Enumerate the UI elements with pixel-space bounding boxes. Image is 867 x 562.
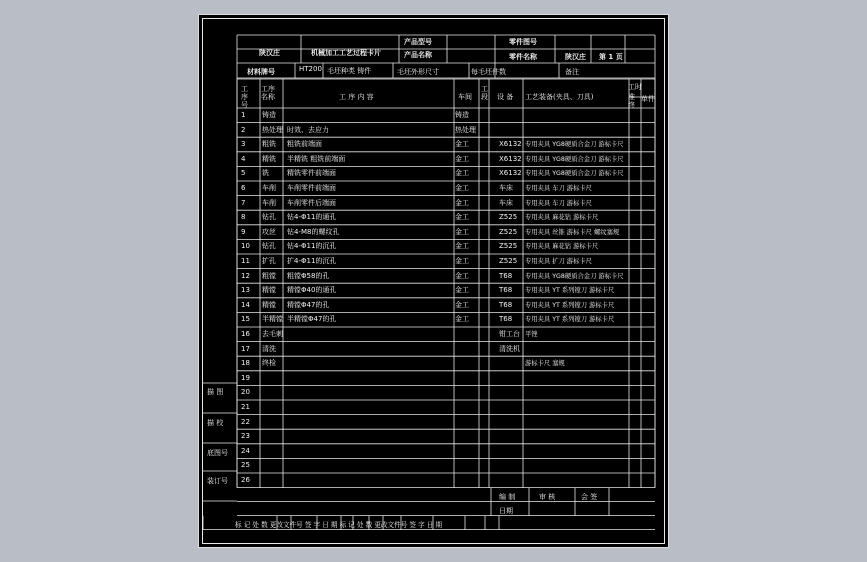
row-workshop: 金工 xyxy=(455,169,469,178)
row-content: 扩4-Φ11的沉孔 xyxy=(287,257,337,265)
row-content: 半精铣 粗铣前端面 xyxy=(287,154,346,163)
row-content: 时效、去应力 xyxy=(287,125,329,134)
side-base-drawing-label: 底图号 xyxy=(207,449,228,457)
row-tooling: 专用夹具 YT 系列镗刀 游标卡尺 xyxy=(525,301,615,309)
blank-type-label: 毛坯种类 铸件 xyxy=(327,67,372,75)
row-name: 钻孔 xyxy=(262,242,276,251)
row-content: 粗镗Φ58的孔 xyxy=(287,271,330,280)
footer-design: 编 制 xyxy=(499,493,516,501)
card-title: 机械加工工艺过程卡片 xyxy=(311,49,381,57)
row-seq: 19 xyxy=(241,373,250,382)
row-seq: 22 xyxy=(241,417,250,426)
footer-date: 日期 xyxy=(499,507,513,515)
row-workshop: 金工 xyxy=(455,286,469,295)
col-name-header: 工序名称 xyxy=(261,85,275,101)
row-equipment: T68 xyxy=(499,286,513,295)
col-equipment-header: 设 备 xyxy=(497,93,514,101)
side-binding-label: 装订号 xyxy=(207,477,228,485)
row-seq: 20 xyxy=(241,388,250,397)
row-equipment: T68 xyxy=(499,315,513,324)
row-name: 攻丝 xyxy=(262,227,276,236)
row-tooling: 游标卡尺 塞规 xyxy=(525,360,565,368)
col-tooling-header: 工艺装备(夹具、刀具) xyxy=(525,93,594,101)
row-tooling: 专用夹具 麻花钻 游标卡尺 xyxy=(525,243,599,251)
row-name: 清洗 xyxy=(262,344,276,353)
row-name: 钻孔 xyxy=(262,213,276,222)
row-seq: 13 xyxy=(241,286,250,295)
row-seq: 14 xyxy=(241,300,250,309)
side-trace-label: 描 图 xyxy=(207,388,224,396)
row-workshop: 金工 xyxy=(455,184,469,192)
pieces-per-blank-label: 每毛坯件数 xyxy=(471,68,506,76)
row-tooling: 专用夹具 YT 系列镗刀 游标卡尺 xyxy=(525,316,615,324)
row-content: 钻4-Φ11的沉孔 xyxy=(287,242,337,251)
row-seq: 5 xyxy=(241,169,246,178)
row-seq: 8 xyxy=(241,213,246,222)
row-workshop: 金工 xyxy=(455,315,469,324)
row-name: 精铣 xyxy=(262,154,276,163)
row-equipment: X6132 xyxy=(499,169,522,178)
row-workshop: 金工 xyxy=(455,257,469,265)
row-seq: 3 xyxy=(241,140,246,149)
row-workshop: 热处理 xyxy=(455,125,476,134)
row-name: 车削 xyxy=(262,198,276,207)
col-workshop-header: 车间 xyxy=(458,93,472,101)
row-content: 半精镗Φ47的孔 xyxy=(287,315,337,324)
row-equipment: Z525 xyxy=(499,213,518,222)
company-name: 陕汉庄 xyxy=(259,49,280,57)
remarks-label: 备注 xyxy=(565,68,579,76)
part-name-value: 陕汉庄 xyxy=(565,53,586,61)
row-content: 钻4-M8的螺纹孔 xyxy=(287,227,340,236)
row-seq: 16 xyxy=(241,330,250,338)
row-seq: 15 xyxy=(241,315,250,324)
material-label: 材料牌号 xyxy=(247,68,275,76)
row-workshop: 金工 xyxy=(455,154,469,163)
footer-approve: 会 签 xyxy=(581,493,598,501)
row-name: 扩孔 xyxy=(262,257,276,265)
row-name: 精镗 xyxy=(262,286,276,295)
row-workshop: 金工 xyxy=(455,300,469,309)
row-tooling: 平锉 xyxy=(525,331,538,338)
row-seq: 26 xyxy=(241,476,250,484)
row-equipment: T68 xyxy=(499,271,513,280)
row-equipment: Z525 xyxy=(499,257,518,265)
row-equipment: 车床 xyxy=(499,184,513,192)
row-name: 铸造 xyxy=(262,111,276,119)
row-workshop: 金工 xyxy=(455,242,469,251)
row-tooling: 专用夹具 麻花钻 游标卡尺 xyxy=(525,214,599,222)
row-content: 车削零件后端面 xyxy=(287,198,336,207)
row-workshop: 铸造 xyxy=(455,111,469,119)
row-seq: 17 xyxy=(241,344,250,353)
row-tooling: 专用夹具 YG8硬质合金刀 游标卡尺 xyxy=(525,155,624,163)
col-time-header: 工时 xyxy=(628,83,642,91)
row-workshop: 金工 xyxy=(455,227,469,236)
part-drawing-label: 零件图号 xyxy=(509,38,537,46)
row-content: 车削零件前端面 xyxy=(287,184,336,192)
row-tooling: 专用夹具 YT 系列镗刀 游标卡尺 xyxy=(525,287,615,295)
row-tooling: 专用夹具 YG8硬质合金刀 游标卡尺 xyxy=(525,170,624,178)
blank-size-label: 毛坯外形尺寸 xyxy=(397,68,439,76)
sheet-label: 第 1 页 xyxy=(599,53,623,61)
row-workshop: 金工 xyxy=(455,198,469,207)
row-name: 车削 xyxy=(262,184,276,192)
row-seq: 7 xyxy=(241,198,246,207)
row-tooling: 专用夹具 车刀 游标卡尺 xyxy=(525,199,592,207)
col-content-header: 工 序 内 容 xyxy=(339,93,374,101)
row-content: 精铣零件前端面 xyxy=(287,169,336,178)
row-seq: 23 xyxy=(241,432,250,441)
row-tooling: 专用夹具 YG8硬质合金刀 游标卡尺 xyxy=(525,272,624,280)
row-seq: 25 xyxy=(241,461,250,470)
row-workshop: 金工 xyxy=(455,213,469,222)
row-seq: 12 xyxy=(241,271,250,280)
row-tooling: 专用夹具 YG8硬质合金刀 游标卡尺 xyxy=(525,141,624,149)
row-content: 钻4-Φ11的通孔 xyxy=(287,213,337,222)
row-name: 精镗 xyxy=(262,300,276,309)
row-seq: 21 xyxy=(241,403,250,411)
row-name: 半精镗 xyxy=(262,315,283,324)
footer-review: 审 核 xyxy=(539,493,556,501)
row-equipment: X6132 xyxy=(499,154,522,163)
product-name-label: 产品名称 xyxy=(404,51,432,59)
row-content: 粗铣前端面 xyxy=(287,140,322,149)
product-model-label: 产品型号 xyxy=(404,38,432,46)
col-time-sub-header: 准终 xyxy=(628,93,635,109)
col-section-header: 工段 xyxy=(481,85,488,101)
row-equipment: X6132 xyxy=(499,140,522,149)
row-name: 粗镗 xyxy=(262,271,276,280)
row-equipment: 车床 xyxy=(499,198,513,207)
row-seq: 4 xyxy=(241,154,246,163)
row-workshop: 金工 xyxy=(455,140,469,149)
row-equipment: Z525 xyxy=(499,227,518,236)
col-seq-header: 工序号 xyxy=(241,85,248,109)
row-name: 铣 xyxy=(262,169,269,178)
row-content: 精镗Φ47的孔 xyxy=(287,300,330,309)
side-check-label: 描 校 xyxy=(207,419,224,427)
row-name: 去毛刺 xyxy=(262,330,283,338)
col-time-unit-header: 单件 xyxy=(641,95,655,103)
row-seq: 18 xyxy=(241,359,250,368)
row-seq: 6 xyxy=(241,184,246,192)
row-name: 热处理 xyxy=(262,125,283,134)
material-value: HT200 xyxy=(299,65,322,73)
row-tooling: 专用夹具 扩刀 游标卡尺 xyxy=(525,258,592,265)
row-name: 终检 xyxy=(262,359,276,368)
row-name: 粗铣 xyxy=(262,140,276,149)
row-seq: 2 xyxy=(241,125,246,134)
row-equipment: 钳工台 xyxy=(499,330,520,338)
row-tooling: 专用夹具 丝锥 游标卡尺 螺纹塞规 xyxy=(525,228,620,236)
row-equipment: T68 xyxy=(499,300,513,309)
row-equipment: 清洗机 xyxy=(499,344,520,353)
row-equipment: Z525 xyxy=(499,242,518,251)
row-tooling: 专用夹具 车刀 游标卡尺 xyxy=(525,185,592,192)
row-workshop: 金工 xyxy=(455,271,469,280)
part-name-label: 零件名称 xyxy=(509,53,537,61)
footer-change-row: 标 记 处 数 更改文件号 签 字 日 期 标 记 处 数 更改文件号 签 字 日 期 xyxy=(235,521,443,529)
row-seq: 1 xyxy=(241,111,246,119)
row-content: 精镗Φ40的通孔 xyxy=(287,286,337,295)
row-seq: 9 xyxy=(241,227,246,236)
row-seq: 11 xyxy=(241,257,250,265)
process-card-sheet xyxy=(198,14,669,548)
row-seq: 24 xyxy=(241,446,250,455)
row-seq: 10 xyxy=(241,242,250,251)
